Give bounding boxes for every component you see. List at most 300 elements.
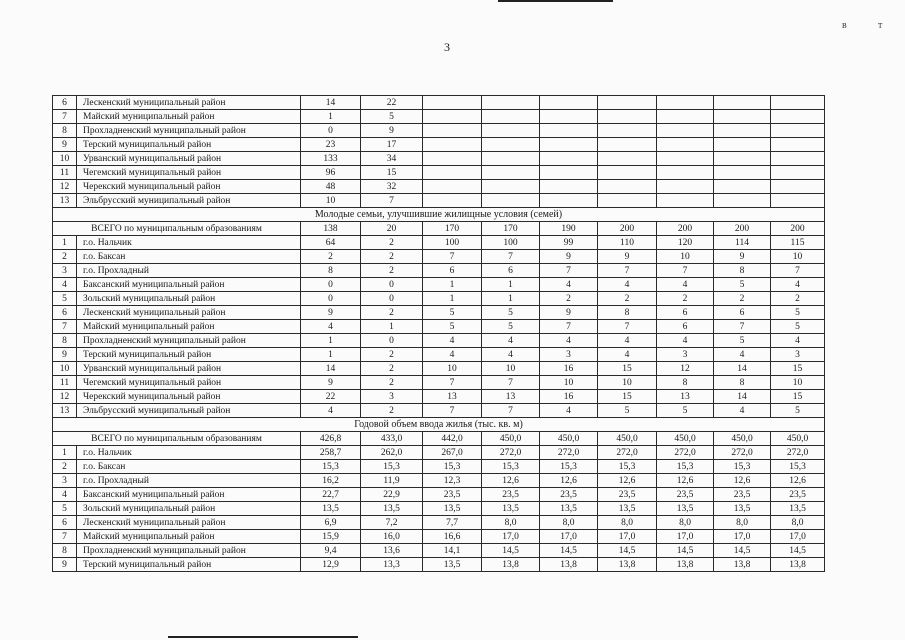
row-number: 11 [53,166,77,180]
empty-cell [482,124,540,138]
value-cell: 17,0 [657,530,714,544]
value-cell: 13 [657,390,714,404]
empty-cell [598,194,657,208]
value-cell: 23 [301,138,361,152]
municipality-name: Эльбрусский муниципальный район [77,404,301,418]
value-cell: 13,5 [598,502,657,516]
value-cell: 426,8 [301,432,361,446]
table-row [53,166,825,180]
value-cell: 0 [301,124,361,138]
row-number: 5 [53,292,77,306]
row-number: 7 [53,320,77,334]
empty-cell [714,124,771,138]
table-row [53,278,825,292]
empty-cell [657,138,714,152]
municipality-name: Терский муниципальный район [77,558,301,572]
value-cell: 4 [423,334,482,348]
empty-cell [714,138,771,152]
municipality-name: г.о. Баксан [77,460,301,474]
table-row [53,474,825,488]
value-cell: 15,3 [771,460,825,474]
table-row [53,376,825,390]
value-cell: 16 [540,390,598,404]
value-cell: 4 [301,320,361,334]
value-cell: 13,3 [361,558,423,572]
value-cell: 100 [482,236,540,250]
empty-cell [540,124,598,138]
value-cell: 22 [361,96,423,110]
value-cell: 13,8 [540,558,598,572]
value-cell: 0 [361,278,423,292]
value-cell: 2 [361,264,423,278]
value-cell: 1 [482,292,540,306]
value-cell: 7 [361,194,423,208]
row-number: 10 [53,362,77,376]
section-title: Молодые семьи, улучшившие жилищные условия (семей) [53,208,825,222]
value-cell: 8 [657,376,714,390]
value-cell: 15,3 [540,460,598,474]
municipality-name: Черекский муниципальный район [77,390,301,404]
empty-cell [423,180,482,194]
table-row [53,558,825,572]
value-cell: 2 [361,362,423,376]
value-cell: 4 [540,334,598,348]
empty-cell [540,138,598,152]
municipality-name: Прохладненский муниципальный район [77,544,301,558]
value-cell: 2 [301,250,361,264]
table-row [53,264,825,278]
value-cell: 4 [301,404,361,418]
value-cell: 3 [361,390,423,404]
empty-cell [771,138,825,152]
value-cell: 4 [771,334,825,348]
value-cell: 13,8 [771,558,825,572]
value-cell: 0 [301,278,361,292]
value-cell: 2 [361,306,423,320]
value-cell: 5 [657,404,714,418]
table-row [53,110,825,124]
value-cell: 450,0 [771,432,825,446]
table-row [53,362,825,376]
value-cell: 9 [301,306,361,320]
empty-cell [657,96,714,110]
value-cell: 14,1 [423,544,482,558]
value-cell: 8,0 [540,516,598,530]
table-row [53,348,825,362]
empty-cell [771,194,825,208]
value-cell: 12,6 [657,474,714,488]
value-cell: 15 [361,166,423,180]
empty-cell [482,110,540,124]
municipality-name: г.о. Прохладный [77,474,301,488]
empty-cell [482,152,540,166]
value-cell: 200 [657,222,714,236]
empty-cell [714,194,771,208]
table-row [53,502,825,516]
row-number: 13 [53,404,77,418]
scan-artifact-top [498,0,613,2]
value-cell: 23,5 [423,488,482,502]
total-label: ВСЕГО по муниципальным образованиям [53,222,301,236]
municipality-name: Лескенский муниципальный район [77,516,301,530]
scan-mark: т [878,20,883,31]
empty-cell [598,110,657,124]
value-cell: 6 [657,306,714,320]
value-cell: 6 [482,264,540,278]
value-cell: 12,6 [540,474,598,488]
value-cell: 10 [771,250,825,264]
empty-cell [714,96,771,110]
table-row [53,320,825,334]
value-cell: 7 [423,376,482,390]
value-cell: 120 [657,236,714,250]
value-cell: 262,0 [361,446,423,460]
value-cell: 9 [598,250,657,264]
value-cell: 15,3 [301,460,361,474]
value-cell: 15 [598,390,657,404]
value-cell: 2 [540,292,598,306]
value-cell: 13 [423,390,482,404]
value-cell: 11,9 [361,474,423,488]
municipality-name: Урванский муниципальный район [77,362,301,376]
value-cell: 2 [361,404,423,418]
empty-cell [771,180,825,194]
section-header-row [53,418,825,432]
value-cell: 22 [301,390,361,404]
scan-artifact-bottom [168,636,358,638]
value-cell: 17 [361,138,423,152]
value-cell: 100 [423,236,482,250]
value-cell: 9 [714,250,771,264]
table-row [53,152,825,166]
value-cell: 6 [423,264,482,278]
value-cell: 272,0 [714,446,771,460]
row-number: 1 [53,236,77,250]
value-cell: 8 [714,376,771,390]
table-row [53,292,825,306]
value-cell: 99 [540,236,598,250]
value-cell: 96 [301,166,361,180]
value-cell: 138 [301,222,361,236]
value-cell: 2 [771,292,825,306]
value-cell: 1 [301,334,361,348]
value-cell: 267,0 [423,446,482,460]
value-cell: 15 [771,362,825,376]
value-cell: 64 [301,236,361,250]
value-cell: 7,7 [423,516,482,530]
value-cell: 7 [482,250,540,264]
value-cell: 3 [657,348,714,362]
value-cell: 10 [657,250,714,264]
value-cell: 7 [598,264,657,278]
value-cell: 114 [714,236,771,250]
municipality-name: Терский муниципальный район [77,348,301,362]
row-number: 10 [53,152,77,166]
empty-cell [657,166,714,180]
value-cell: 2 [714,292,771,306]
table-row [53,180,825,194]
value-cell: 5 [771,306,825,320]
value-cell: 5 [714,278,771,292]
empty-cell [423,138,482,152]
value-cell: 4 [714,348,771,362]
value-cell: 23,5 [482,488,540,502]
row-number: 11 [53,376,77,390]
municipality-name: Терский муниципальный район [77,138,301,152]
municipality-name: Прохладненский муниципальный район [77,124,301,138]
empty-cell [540,110,598,124]
value-cell: 8,0 [714,516,771,530]
value-cell: 2 [361,236,423,250]
empty-cell [482,180,540,194]
row-number: 12 [53,180,77,194]
empty-cell [771,96,825,110]
empty-cell [771,166,825,180]
value-cell: 12,6 [714,474,771,488]
value-cell: 13,5 [361,502,423,516]
row-number: 9 [53,348,77,362]
value-cell: 2 [598,292,657,306]
scan-mark: в [842,20,847,31]
row-number: 6 [53,306,77,320]
value-cell: 4 [540,404,598,418]
value-cell: 13,8 [657,558,714,572]
municipality-name: г.о. Баксан [77,250,301,264]
value-cell: 14 [714,362,771,376]
value-cell: 12,9 [301,558,361,572]
value-cell: 15 [598,362,657,376]
total-row [53,432,825,446]
total-label: ВСЕГО по муниципальным образованиям [53,432,301,446]
value-cell: 110 [598,236,657,250]
value-cell: 1 [423,292,482,306]
value-cell: 7 [540,320,598,334]
value-cell: 5 [423,320,482,334]
value-cell: 8,0 [657,516,714,530]
value-cell: 2 [657,292,714,306]
value-cell: 14,5 [540,544,598,558]
value-cell: 450,0 [714,432,771,446]
table-row [53,544,825,558]
table-row [53,488,825,502]
value-cell: 7 [714,320,771,334]
municipality-name: Майский муниципальный район [77,110,301,124]
value-cell: 13,5 [423,502,482,516]
value-cell: 8,0 [598,516,657,530]
row-number: 6 [53,516,77,530]
value-cell: 8 [598,306,657,320]
value-cell: 8,0 [482,516,540,530]
value-cell: 13,5 [482,502,540,516]
value-cell: 14,5 [657,544,714,558]
value-cell: 0 [361,334,423,348]
value-cell: 4 [482,334,540,348]
table-row [53,404,825,418]
row-number: 4 [53,278,77,292]
value-cell: 4 [771,278,825,292]
municipality-name: г.о. Нальчик [77,446,301,460]
municipality-name: Черекский муниципальный район [77,180,301,194]
row-number: 9 [53,138,77,152]
page-number: 3 [444,40,450,54]
value-cell: 17,0 [540,530,598,544]
value-cell: 258,7 [301,446,361,460]
value-cell: 5 [482,306,540,320]
table-row [53,390,825,404]
value-cell: 14 [301,96,361,110]
value-cell: 115 [771,236,825,250]
value-cell: 17,0 [482,530,540,544]
empty-cell [598,166,657,180]
section-header-row [53,208,825,222]
empty-cell [598,180,657,194]
value-cell: 9 [361,124,423,138]
empty-cell [423,124,482,138]
empty-cell [771,110,825,124]
value-cell: 48 [301,180,361,194]
value-cell: 16 [540,362,598,376]
value-cell: 15,9 [301,530,361,544]
value-cell: 6 [714,306,771,320]
value-cell: 450,0 [657,432,714,446]
empty-cell [771,152,825,166]
value-cell: 0 [301,292,361,306]
value-cell: 12,6 [482,474,540,488]
value-cell: 12,3 [423,474,482,488]
value-cell: 23,5 [657,488,714,502]
value-cell: 7 [423,404,482,418]
value-cell: 13,5 [771,502,825,516]
row-number: 8 [53,124,77,138]
municipality-name: Баксанский муниципальный район [77,278,301,292]
value-cell: 14,5 [482,544,540,558]
empty-cell [714,152,771,166]
value-cell: 20 [361,222,423,236]
municipality-name: Чегемский муниципальный район [77,166,301,180]
value-cell: 4 [598,348,657,362]
empty-cell [423,110,482,124]
municipality-name: г.о. Прохладный [77,264,301,278]
value-cell: 10 [598,376,657,390]
empty-cell [657,110,714,124]
value-cell: 433,0 [361,432,423,446]
table-row [53,516,825,530]
value-cell: 5 [714,334,771,348]
value-cell: 200 [771,222,825,236]
value-cell: 442,0 [423,432,482,446]
table-row [53,138,825,152]
value-cell: 272,0 [540,446,598,460]
section-title: Годовой объем ввода жилья (тыс. кв. м) [53,418,825,432]
value-cell: 5 [771,404,825,418]
row-number: 12 [53,390,77,404]
municipality-name: Прохладненский муниципальный район [77,334,301,348]
value-cell: 14 [301,362,361,376]
value-cell: 4 [657,278,714,292]
empty-cell [482,96,540,110]
value-cell: 4 [714,404,771,418]
total-row [53,222,825,236]
value-cell: 4 [540,278,598,292]
row-number: 6 [53,96,77,110]
value-cell: 1 [482,278,540,292]
value-cell: 9 [540,250,598,264]
empty-cell [771,124,825,138]
value-cell: 10 [771,376,825,390]
value-cell: 272,0 [657,446,714,460]
empty-cell [714,180,771,194]
row-number: 2 [53,460,77,474]
value-cell: 16,0 [361,530,423,544]
value-cell: 4 [598,278,657,292]
value-cell: 7 [771,264,825,278]
value-cell: 15,3 [423,460,482,474]
value-cell: 4 [598,334,657,348]
row-number: 2 [53,250,77,264]
row-number: 5 [53,502,77,516]
value-cell: 450,0 [540,432,598,446]
table-row [53,194,825,208]
municipality-name: Урванский муниципальный район [77,152,301,166]
row-number: 4 [53,488,77,502]
municipality-name: Майский муниципальный район [77,320,301,334]
table-row [53,530,825,544]
value-cell: 9,4 [301,544,361,558]
value-cell: 6 [657,320,714,334]
table-row [53,306,825,320]
value-cell: 15,3 [361,460,423,474]
empty-cell [657,152,714,166]
empty-cell [423,152,482,166]
value-cell: 13,8 [714,558,771,572]
empty-cell [482,194,540,208]
municipality-name: Чегемский муниципальный район [77,376,301,390]
value-cell: 12 [657,362,714,376]
value-cell: 15 [771,390,825,404]
value-cell: 8 [714,264,771,278]
table-row [53,96,825,110]
value-cell: 14,5 [714,544,771,558]
value-cell: 22,9 [361,488,423,502]
value-cell: 15,3 [482,460,540,474]
value-cell: 133 [301,152,361,166]
value-cell: 12,6 [598,474,657,488]
value-cell: 3 [771,348,825,362]
value-cell: 5 [482,320,540,334]
value-cell: 2 [361,250,423,264]
value-cell: 17,0 [714,530,771,544]
value-cell: 5 [598,404,657,418]
value-cell: 272,0 [598,446,657,460]
empty-cell [423,96,482,110]
row-number: 3 [53,264,77,278]
row-number: 7 [53,110,77,124]
value-cell: 272,0 [482,446,540,460]
table-row [53,236,825,250]
municipality-name: Зольский муниципальный район [77,292,301,306]
value-cell: 1 [423,278,482,292]
value-cell: 7 [423,250,482,264]
value-cell: 14 [714,390,771,404]
value-cell: 7 [482,376,540,390]
empty-cell [482,166,540,180]
value-cell: 10 [482,362,540,376]
value-cell: 15,3 [657,460,714,474]
value-cell: 17,0 [771,530,825,544]
value-cell: 272,0 [771,446,825,460]
value-cell: 190 [540,222,598,236]
value-cell: 23,5 [598,488,657,502]
